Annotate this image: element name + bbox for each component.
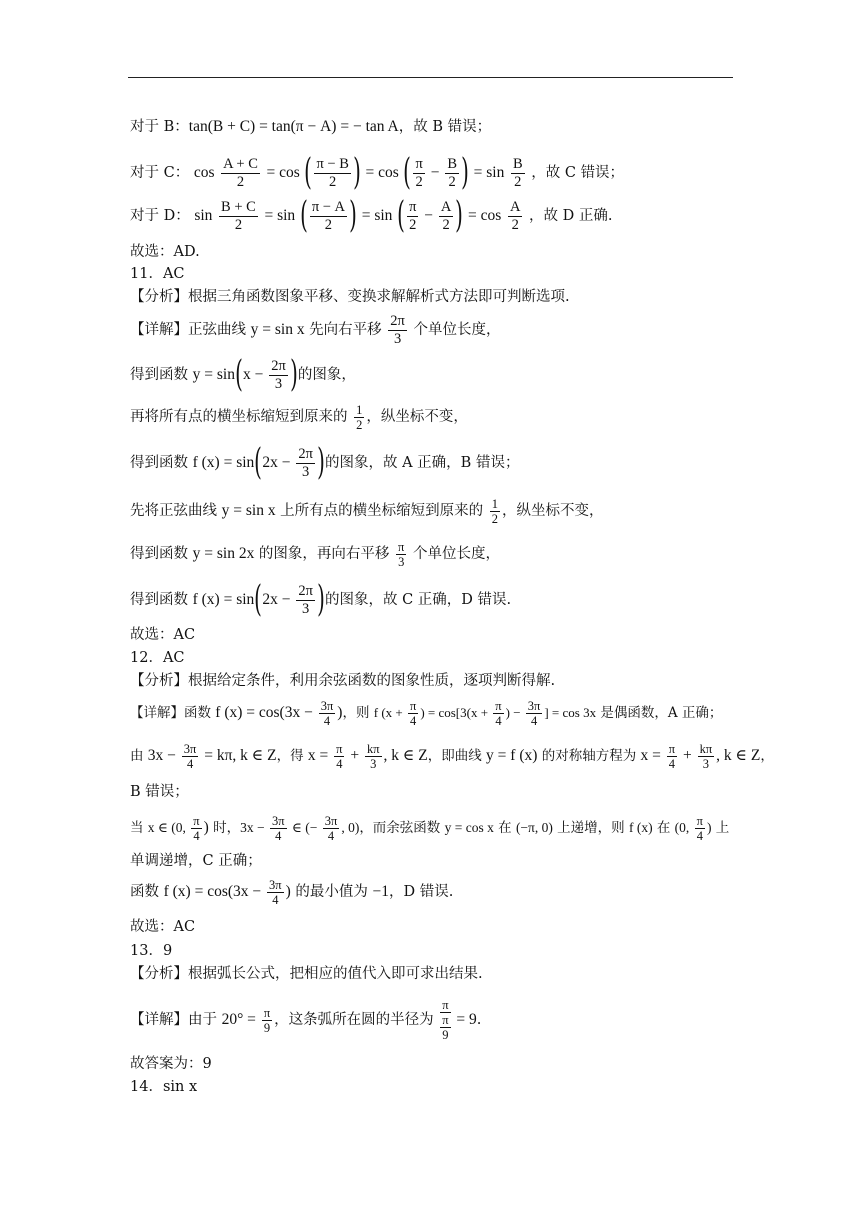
question-14-heading: 14．sin x [130, 1079, 198, 1095]
fraction [526, 699, 543, 728]
q12-from [130, 740, 774, 772]
numerator: 1 [356, 402, 363, 417]
fraction [310, 199, 347, 234]
denominator: 3 [370, 757, 377, 771]
text: 再将所有点的横坐标缩短到原来的 [130, 409, 353, 425]
answer-11: 故选：AC [130, 627, 196, 643]
fraction [267, 878, 284, 907]
numerator: π [410, 699, 417, 713]
text: 在 [652, 820, 675, 836]
numerator: kπ [699, 742, 713, 756]
numerator: π [193, 814, 200, 828]
fraction [323, 814, 340, 843]
cos-func: cos [193, 164, 215, 181]
fraction [269, 358, 288, 393]
fraction [354, 403, 364, 432]
text: 在 [493, 820, 516, 836]
fraction [695, 814, 705, 843]
numerator: π [263, 1005, 271, 1020]
fraction [408, 699, 418, 728]
numerator: π [696, 814, 703, 828]
numerator: 1 [491, 496, 499, 511]
text: 对于 D： [130, 208, 190, 224]
fraction [698, 742, 715, 771]
text: 【详解】由于 [130, 1012, 222, 1028]
denominator: 9 [263, 1020, 271, 1035]
numerator: π − B [316, 155, 349, 172]
math-expr: ∈ (− [288, 820, 321, 835]
math-expr: ) = cos[3(x + [420, 705, 492, 720]
math-expr: 2x − [262, 591, 295, 608]
math-expr: , k ∈ Z [716, 747, 761, 764]
numerator: kπ [366, 742, 380, 756]
question-13-heading: 13．9 [130, 943, 173, 959]
math-expr: + [679, 747, 696, 764]
text: 【详解】函数 [130, 705, 216, 721]
denominator: 2 [511, 216, 519, 233]
denominator: 4 [275, 829, 282, 843]
denominator: 4 [186, 757, 194, 771]
sin-func: sin [277, 207, 296, 224]
numerator: B [447, 155, 457, 172]
numerator: A + C [223, 155, 258, 172]
numerator: 2π [298, 582, 313, 599]
math-expr: f (x) = sin [192, 591, 255, 608]
equals: = [473, 164, 487, 181]
math-expr: f (x) = cos(3x − [163, 883, 266, 900]
math-expr: y = f (x) [486, 747, 538, 764]
text: ，D 错误. [388, 884, 454, 900]
math-expr: 2x − [262, 454, 295, 471]
fraction [413, 156, 424, 191]
fraction [262, 1006, 272, 1035]
denominator: 2 [324, 216, 333, 233]
math-expr: , 0) [341, 820, 360, 835]
math-expr: (−π, 0) [515, 820, 553, 835]
numerator: 3π [271, 814, 285, 828]
numerator: π [409, 198, 417, 215]
denominator: 2 [409, 216, 417, 233]
math-expr: 20° = [221, 1011, 260, 1028]
q13-detail [130, 992, 481, 1048]
denominator: 4 [323, 714, 331, 728]
denominator: 4 [495, 714, 502, 728]
right-paren: ) [289, 354, 298, 395]
math-expr: f (x + [373, 705, 406, 720]
numerator: π [415, 155, 423, 172]
numerator: π [668, 742, 676, 756]
text: ，故 C 错误； [531, 165, 625, 181]
math-expr: y = sin x [221, 502, 276, 519]
denominator: 4 [530, 714, 538, 728]
fraction [439, 199, 453, 234]
text: 【详解】正弦曲线 [130, 322, 251, 338]
fraction [270, 814, 287, 843]
math-expr: ) [285, 883, 291, 900]
text: 由 [130, 748, 148, 764]
q12-b-wrong: B 错误； [130, 784, 189, 800]
text: 上 [711, 820, 730, 836]
denominator: 3 [302, 600, 310, 617]
text: 的最小值为 [290, 884, 373, 900]
left-paren: ( [235, 354, 243, 395]
math-expr: f (x) [628, 820, 653, 835]
fraction [191, 814, 201, 843]
numerator: 3π [527, 699, 541, 713]
fraction [511, 156, 525, 191]
math-expr: x − [243, 366, 268, 383]
fraction [314, 156, 350, 191]
minus: − [426, 164, 444, 181]
q12-analysis: 【分析】根据给定条件，利用余弦函数的图象性质，逐项判断得解. [130, 673, 556, 689]
text: ，即曲线 [427, 748, 487, 764]
numerator: B + C [221, 198, 256, 215]
denominator: 2 [236, 173, 245, 190]
text: 个单位长度， [408, 546, 500, 562]
q11-get1 [130, 354, 356, 395]
right-paren: ) [317, 442, 325, 483]
math-expr: ) [337, 704, 343, 721]
denominator: 2 [442, 216, 450, 233]
math-expr: , k ∈ Z [383, 747, 428, 764]
math-expr: ) [203, 819, 209, 836]
text: 的图象，故 A 正确，B 错误； [324, 455, 520, 471]
text: ， [760, 748, 774, 764]
line-option-b [130, 118, 491, 136]
numerator: π − A [311, 198, 346, 215]
math-expr: ] = cos 3x [544, 705, 597, 720]
math-expr: 3x − [147, 747, 180, 764]
sin-func: sin [194, 207, 213, 224]
numerator: A [440, 198, 452, 215]
fraction [182, 742, 199, 771]
right-paren: ) [317, 579, 325, 620]
numerator: π [442, 998, 449, 1012]
math-expr: 3x − [240, 820, 268, 835]
denominator: 3 [398, 554, 405, 569]
cos-func: cos [378, 164, 399, 181]
denominator: 4 [193, 829, 200, 843]
denominator: 3 [302, 463, 310, 480]
text: 上所有点的横坐标缩短到原来的 [275, 503, 488, 519]
denominator: 2 [234, 216, 243, 233]
math-expr: y = sin [192, 366, 235, 383]
fraction [440, 1013, 450, 1042]
numerator: 2π [298, 445, 313, 462]
math-expr: y = sin x [250, 321, 305, 338]
math-expr: + [346, 747, 363, 764]
fraction [221, 156, 260, 191]
text: 上递增，则 [552, 820, 629, 836]
text: 函数 [130, 884, 164, 900]
text: ，纵坐标不变， [502, 503, 604, 519]
fraction [407, 199, 418, 234]
numerator: A [509, 198, 521, 215]
q11-shrink [130, 402, 468, 432]
answer-13: 故答案为：9 [130, 1056, 212, 1072]
line-option-d [130, 195, 613, 236]
header-rule [128, 77, 733, 78]
equals: = [266, 164, 280, 181]
denominator: 4 [668, 757, 676, 771]
text: ，而余弦函数 [359, 820, 445, 836]
text: 的对称轴方程为 [537, 748, 641, 764]
compound-fraction [440, 998, 450, 1042]
text: ，纵坐标不变， [366, 409, 468, 425]
denominator: 4 [696, 829, 703, 843]
text: 对于 B： [130, 119, 189, 135]
numerator: π [442, 1013, 449, 1027]
q11-first [130, 496, 604, 526]
numerator: 3π [183, 742, 197, 756]
numerator: 2π [390, 312, 405, 329]
math-expr: ) − [505, 705, 524, 720]
math-expr: f (x) = cos(3x − [215, 704, 317, 721]
math-expr: = 9 [452, 1011, 477, 1028]
equals: = [365, 164, 379, 181]
fraction [445, 156, 459, 191]
question-12-heading: 12．AC [130, 650, 185, 666]
denominator: 3 [274, 375, 283, 392]
fraction [296, 583, 315, 618]
fraction [319, 699, 336, 728]
math-expr: = kπ, k ∈ Z [200, 747, 277, 764]
right-paren: ) [455, 195, 464, 236]
minus: − [420, 207, 437, 224]
left-paren: ( [254, 579, 263, 620]
fraction [365, 742, 382, 771]
denominator: 2 [448, 173, 456, 190]
right-paren: ) [349, 195, 357, 236]
q12-when [130, 812, 729, 844]
q11-get2 [130, 442, 520, 483]
text: 时， [208, 820, 241, 836]
math-expr: ) [706, 820, 712, 835]
text: ，故 D 正确. [529, 208, 613, 224]
text: 个单位长度， [408, 322, 501, 338]
right-paren: ) [461, 152, 469, 193]
numerator: π [398, 539, 405, 554]
denominator: 4 [410, 714, 417, 728]
fraction [296, 446, 315, 481]
text: 的图象，再向右平移 [254, 546, 395, 562]
math-expr: x = [640, 747, 665, 764]
denominator: 3 [393, 330, 402, 347]
fraction [396, 540, 406, 569]
fraction [334, 742, 344, 771]
text: 的图象， [297, 367, 356, 383]
text: 得到函数 [130, 455, 193, 471]
math-expr: y = sin 2x [192, 545, 255, 562]
text: ，得 [276, 748, 308, 764]
answer-10: 故选：AD. [130, 244, 200, 260]
denominator: 2 [356, 417, 363, 432]
right-paren: ) [353, 152, 361, 193]
left-paren: ( [397, 195, 405, 236]
denominator: 2 [329, 173, 337, 190]
left-paren: ( [299, 195, 308, 236]
denominator: 9 [442, 1028, 449, 1042]
fraction [219, 199, 258, 234]
text: ，故 B 错误； [398, 119, 492, 135]
q12-mono: 单调递增，C 正确； [130, 853, 262, 869]
cos-func: cos [480, 207, 502, 224]
denominator: 4 [272, 892, 279, 907]
left-paren: ( [403, 152, 412, 193]
denominator: 4 [327, 829, 335, 843]
denominator: 2 [491, 511, 499, 526]
denominator: 2 [415, 173, 423, 190]
denominator [440, 1013, 450, 1042]
numerator: 3π [320, 699, 334, 713]
math-expr: f (x) = sin [192, 454, 255, 471]
q11-get3 [130, 538, 500, 570]
math-expr: tan(B + C) = tan(π − A) = − tan A [188, 118, 399, 135]
text: 先向右平移 [304, 322, 387, 338]
text: 得到函数 [130, 367, 193, 383]
text: ，这条弧所在圆的半径为 [274, 1012, 439, 1028]
q11-analysis: 【分析】根据三角函数图象平移、变换求解解析式方法即可判断选项. [130, 289, 570, 305]
text: 得到函数 [130, 592, 193, 608]
text: 当 [130, 820, 148, 836]
text: ，则 [342, 705, 374, 721]
sin-func: sin [374, 207, 393, 224]
fraction [508, 199, 522, 234]
fraction [490, 497, 500, 526]
cos-func: cos [279, 164, 300, 181]
numerator: π [495, 699, 502, 713]
text: 对于 C： [130, 165, 190, 181]
denominator: 3 [702, 757, 709, 771]
fraction [493, 699, 503, 728]
numerator: 3π [269, 877, 282, 892]
text: . [476, 1012, 482, 1028]
q11-get4 [130, 579, 512, 620]
math-expr: y = cos x [444, 820, 494, 835]
denominator: 2 [514, 173, 522, 190]
left-paren: ( [304, 152, 313, 193]
q13-analysis: 【分析】根据弧长公式，把相应的值代入即可求出结果. [130, 966, 483, 982]
equals: = [468, 207, 481, 224]
text: 得到函数 [130, 546, 193, 562]
text: 先将正弦曲线 [130, 503, 222, 519]
q12-detail [130, 697, 722, 729]
numerator: 2π [271, 357, 286, 374]
q12-min [130, 876, 453, 908]
math-expr: x = [307, 747, 333, 764]
line-option-c [130, 152, 625, 193]
numerator: 3π [324, 814, 338, 828]
text: 的图象，故 C 正确，D 错误. [324, 592, 512, 608]
equals: = [361, 207, 375, 224]
math-expr: x ∈ (0, [147, 820, 190, 835]
math-expr: (0, [674, 820, 693, 835]
fraction [388, 313, 407, 348]
q11-detail [130, 312, 500, 348]
answer-12: 故选：AC [130, 919, 196, 935]
sin-func: sin [486, 164, 505, 181]
numerator: π [336, 742, 343, 756]
denominator: 4 [336, 757, 343, 771]
math-expr: −1 [372, 883, 389, 900]
question-11-heading: 11．AC [130, 266, 185, 282]
text: 是偶函数，A 正确； [596, 705, 723, 721]
numerator: B [512, 155, 523, 172]
equals: = [264, 207, 278, 224]
left-paren: ( [254, 442, 263, 483]
fraction [667, 742, 677, 771]
